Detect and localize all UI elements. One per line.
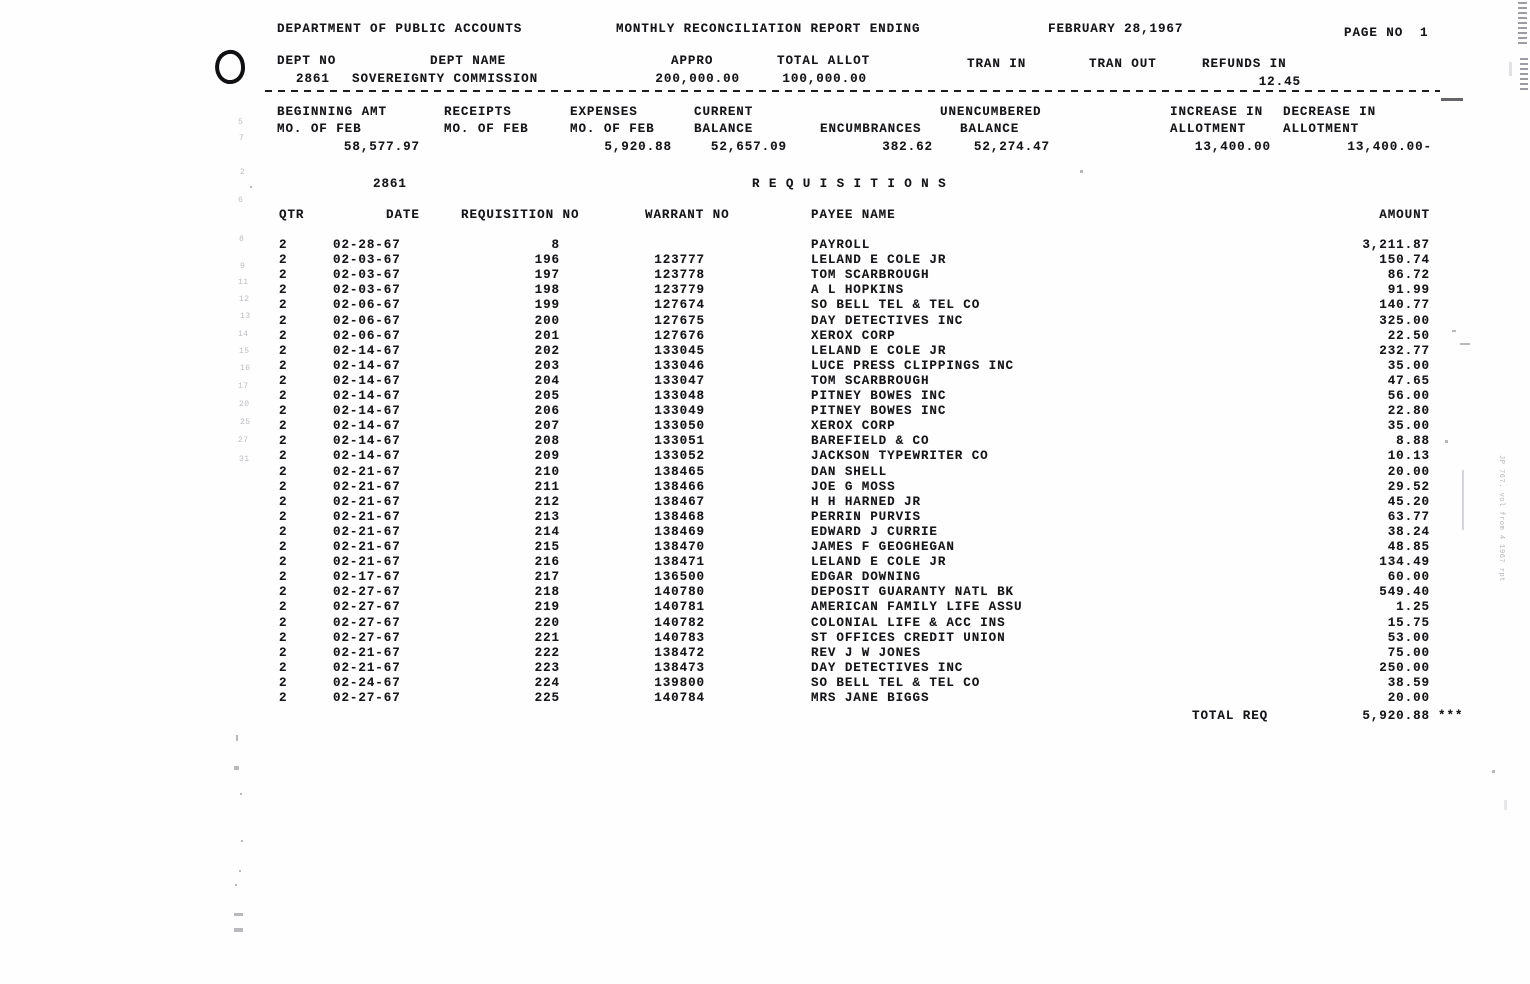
page-speck-6 xyxy=(236,735,238,741)
cell-warrant-no: 136500 xyxy=(654,570,705,585)
dept-no-value: 2861 xyxy=(296,72,330,86)
cell-qtr: 2 xyxy=(279,283,288,298)
cell-date: 02-21-67 xyxy=(333,464,401,479)
cell-warrant-no: 127674 xyxy=(654,298,705,313)
cell-qtr: 2 xyxy=(279,389,288,403)
cell-payee-name: A L HOPKINS xyxy=(811,283,905,298)
cell-date: 02-27-67 xyxy=(333,691,401,705)
cell-qtr: 2 xyxy=(279,675,288,690)
cell-qtr: 2 xyxy=(279,358,288,373)
cell-date: 02-21-67 xyxy=(333,524,401,539)
cell-requisition-no: 206 xyxy=(534,404,560,419)
cell-payee-name: DAN SHELL xyxy=(811,464,888,479)
cell-qtr: 2 xyxy=(279,313,288,328)
cell-amount: 20.00 xyxy=(1387,464,1430,479)
cell-amount: 150.74 xyxy=(1379,253,1430,268)
expenses-label: EXPENSES xyxy=(570,105,638,119)
cell-warrant-no: 139800 xyxy=(654,675,705,690)
unencumbered-label: UNENCUMBERED xyxy=(940,105,1042,119)
cell-warrant-no: 123777 xyxy=(654,253,705,268)
page-no-value: 1 xyxy=(1420,26,1429,40)
cell-qtr: 2 xyxy=(279,434,288,449)
cell-date: 02-14-67 xyxy=(333,404,401,419)
receipts-label: RECEIPTS xyxy=(444,105,512,119)
cell-payee-name: JACKSON TYPEWRITER CO xyxy=(811,449,989,464)
page-speck-12 xyxy=(234,913,243,916)
cell-requisition-no: 212 xyxy=(534,494,560,509)
cell-qtr: 2 xyxy=(279,630,288,645)
cell-date: 02-14-67 xyxy=(333,419,401,434)
decrease-allotment-value: 13,400.00- xyxy=(1347,140,1432,154)
cell-payee-name: DAY DETECTIVES INC xyxy=(811,660,964,675)
cell-warrant-no: 140782 xyxy=(654,615,705,630)
cell-payee-name: EDGAR DOWNING xyxy=(811,570,921,585)
margin-line-number: 25 xyxy=(240,418,251,427)
cell-requisition-no: 222 xyxy=(534,645,560,660)
cell-qtr: 2 xyxy=(279,524,288,539)
cell-warrant-no: 138466 xyxy=(654,479,705,494)
cell-payee-name: LUCE PRESS CLIPPINGS INC xyxy=(811,358,1014,373)
cell-requisition-no: 204 xyxy=(534,373,560,388)
margin-line-number: 20 xyxy=(239,400,250,409)
appro-label: APPRO xyxy=(671,54,714,68)
cell-qtr: 2 xyxy=(279,328,288,343)
cell-warrant-no: 138467 xyxy=(654,494,705,509)
page-speck-15 xyxy=(250,186,252,188)
left-of-edge-dash xyxy=(1441,98,1463,101)
cell-payee-name: JOE G MOSS xyxy=(811,479,896,494)
cell-qtr: 2 xyxy=(279,373,288,388)
total-allot-label: TOTAL ALLOT xyxy=(777,54,871,68)
cell-date: 02-14-67 xyxy=(333,373,401,388)
total-allot-value: 100,000.00 xyxy=(782,72,867,86)
cell-requisition-no: 218 xyxy=(534,585,560,600)
cell-date: 02-03-67 xyxy=(333,268,401,283)
cell-payee-name: EDWARD J CURRIE xyxy=(811,524,938,539)
margin-line-number: 6 xyxy=(238,196,244,205)
cell-warrant-no: 133049 xyxy=(654,404,705,419)
total-req-amount: 5,920.88 xyxy=(1362,709,1430,723)
cell-warrant-no: 123778 xyxy=(654,268,705,283)
cell-qtr: 2 xyxy=(279,464,288,479)
cell-amount: 35.00 xyxy=(1387,419,1430,434)
cell-payee-name: AMERICAN FAMILY LIFE ASSU xyxy=(811,600,1023,615)
cell-amount: 15.75 xyxy=(1387,615,1430,630)
cell-date: 02-14-67 xyxy=(333,449,401,464)
cell-warrant-no: 138471 xyxy=(654,555,705,570)
cell-requisition-no: 208 xyxy=(534,434,560,449)
margin-line-number: 9 xyxy=(240,262,246,271)
cell-amount: 45.20 xyxy=(1387,494,1430,509)
column-header-amount: AMOUNT xyxy=(1379,208,1430,222)
cell-amount: 48.85 xyxy=(1387,540,1430,554)
margin-line-number: 15 xyxy=(239,347,250,356)
increase-allotment-value: 13,400.00 xyxy=(1194,140,1271,154)
cell-amount: 22.50 xyxy=(1387,328,1430,343)
cell-amount: 60.00 xyxy=(1387,570,1430,585)
cell-amount: 140.77 xyxy=(1379,298,1430,313)
cell-qtr: 2 xyxy=(279,585,288,600)
right-edge-speck-a xyxy=(1509,62,1512,76)
cell-payee-name: ST OFFICES CREDIT UNION xyxy=(811,630,1006,645)
encumbrances-value: 382.62 xyxy=(882,140,933,154)
cell-warrant-no: 138469 xyxy=(654,524,705,539)
cell-payee-name: SO BELL TEL & TEL CO xyxy=(811,675,981,690)
cell-amount: 29.52 xyxy=(1387,479,1430,494)
margin-line-number: 27 xyxy=(238,436,249,445)
cell-requisition-no: 200 xyxy=(534,313,560,328)
cell-date: 02-06-67 xyxy=(333,298,401,313)
current-balance-label: CURRENT xyxy=(694,105,754,119)
column-header-qtr: QTR xyxy=(279,208,305,222)
cell-payee-name: BAREFIELD & CO xyxy=(811,434,930,449)
margin-line-number: 16 xyxy=(240,364,251,373)
beginning-amt-label: BEGINNING AMT xyxy=(277,105,387,119)
cell-amount: 63.77 xyxy=(1387,509,1430,524)
cell-date: 02-27-67 xyxy=(333,600,401,615)
cell-payee-name: H H HARNED JR xyxy=(811,494,921,509)
receipts-label-2: MO. OF FEB xyxy=(444,122,529,136)
tran-in-label: TRAN IN xyxy=(967,57,1027,71)
cell-requisition-no: 216 xyxy=(534,555,560,570)
cell-amount: 38.24 xyxy=(1387,524,1430,539)
cell-qtr: 2 xyxy=(279,555,288,570)
cell-warrant-no: 133050 xyxy=(654,419,705,434)
cell-warrant-no: 133051 xyxy=(654,434,705,449)
period-ending: FEBRUARY 28,1967 xyxy=(1048,22,1184,36)
cell-qtr: 2 xyxy=(279,615,288,630)
expenses-label-2: MO. OF FEB xyxy=(570,122,655,136)
cell-requisition-no: 221 xyxy=(534,630,560,645)
cell-qtr: 2 xyxy=(279,404,288,419)
cell-date: 02-14-67 xyxy=(333,434,401,449)
cell-amount: 47.65 xyxy=(1387,373,1430,388)
right-edge-speck-b xyxy=(1504,800,1507,810)
margin-line-number: 12 xyxy=(239,295,250,304)
cell-amount: 75.00 xyxy=(1387,645,1430,660)
increase-allotment-label: INCREASE IN xyxy=(1170,105,1264,119)
cell-date: 02-14-67 xyxy=(333,389,401,403)
cell-payee-name: XEROX CORP xyxy=(811,328,896,343)
cell-warrant-no: 138472 xyxy=(654,645,705,660)
cell-qtr: 2 xyxy=(279,298,288,313)
cell-payee-name: PERRIN PURVIS xyxy=(811,509,921,524)
cell-requisition-no: 213 xyxy=(534,509,560,524)
cell-qtr: 2 xyxy=(279,419,288,434)
margin-line-number: 13 xyxy=(240,312,251,321)
cell-requisition-no: 197 xyxy=(534,268,560,283)
cell-date: 02-21-67 xyxy=(333,479,401,494)
cell-payee-name: PITNEY BOWES INC xyxy=(811,389,947,403)
page-speck-11 xyxy=(235,884,237,886)
cell-qtr: 2 xyxy=(279,600,288,615)
expenses-value: 5,920.88 xyxy=(604,140,672,154)
margin-line-number: 11 xyxy=(238,278,249,287)
cell-warrant-no: 123779 xyxy=(654,283,705,298)
cell-payee-name: REV J W JONES xyxy=(811,645,921,660)
cell-warrant-no: 133048 xyxy=(654,389,705,403)
cell-payee-name: JAMES F GEOGHEGAN xyxy=(811,540,955,554)
cell-qtr: 2 xyxy=(279,253,288,268)
cell-amount: 38.59 xyxy=(1387,675,1430,690)
header-divider xyxy=(265,90,1440,92)
column-header-payee-name: PAYEE NAME xyxy=(811,208,896,222)
total-req-marker: *** xyxy=(1438,709,1464,723)
page-speck-14 xyxy=(1492,770,1495,773)
cell-amount: 549.40 xyxy=(1379,585,1430,600)
cell-warrant-no: 140780 xyxy=(654,585,705,600)
cell-payee-name: DEPOSIT GUARANTY NATL BK xyxy=(811,585,1014,600)
cell-qtr: 2 xyxy=(279,343,288,358)
page-speck-1 xyxy=(1080,170,1083,173)
cell-warrant-no: 133052 xyxy=(654,449,705,464)
cell-amount: 53.00 xyxy=(1387,630,1430,645)
page-speck-7 xyxy=(234,766,239,770)
cell-date: 02-03-67 xyxy=(333,283,401,298)
cell-qtr: 2 xyxy=(279,645,288,660)
margin-line-number: 8 xyxy=(239,235,245,244)
cell-requisition-no: 214 xyxy=(534,524,560,539)
page-speck-4 xyxy=(1445,440,1448,443)
tran-out-label: TRAN OUT xyxy=(1089,57,1157,71)
cell-qtr: 2 xyxy=(279,691,288,705)
cell-amount: 1.25 xyxy=(1396,600,1430,615)
encumbrances-label: ENCUMBRANCES xyxy=(820,122,922,136)
cell-date: 02-17-67 xyxy=(333,570,401,585)
unencumbered-label-2: BALANCE xyxy=(960,122,1020,136)
column-header-requisition-no: REQUISITION NO xyxy=(461,208,580,222)
column-header-date: DATE xyxy=(386,208,420,222)
cell-payee-name: LELAND E COLE JR xyxy=(811,343,947,358)
margin-line-number: 7 xyxy=(239,134,245,143)
cell-warrant-no: 127676 xyxy=(654,328,705,343)
cell-amount: 86.72 xyxy=(1387,268,1430,283)
cell-date: 02-27-67 xyxy=(333,630,401,645)
requisitions-dept-no: 2861 xyxy=(373,177,407,191)
cell-warrant-no: 140781 xyxy=(654,600,705,615)
refunds-in-label: REFUNDS IN xyxy=(1202,57,1287,71)
page-speck-13 xyxy=(234,928,243,932)
page-speck-8 xyxy=(240,793,242,795)
cell-qtr: 2 xyxy=(279,660,288,675)
cell-requisition-no: 201 xyxy=(534,328,560,343)
cell-date: 02-27-67 xyxy=(333,585,401,600)
page-speck-3 xyxy=(1460,343,1470,345)
cell-requisition-no: 220 xyxy=(534,615,560,630)
right-edge-artifact-mid xyxy=(1520,58,1528,90)
dept-name-label: DEPT NAME xyxy=(430,54,507,68)
cell-requisition-no: 211 xyxy=(534,479,560,494)
cell-date: 02-14-67 xyxy=(333,358,401,373)
cell-requisition-no: 203 xyxy=(534,358,560,373)
cell-amount: 22.80 xyxy=(1387,404,1430,419)
cell-qtr: 2 xyxy=(279,479,288,494)
cell-payee-name: LELAND E COLE JR xyxy=(811,555,947,570)
cell-amount: 56.00 xyxy=(1387,389,1430,403)
cell-amount: 20.00 xyxy=(1387,691,1430,705)
cell-date: 02-24-67 xyxy=(333,675,401,690)
cell-warrant-no: 138470 xyxy=(654,540,705,554)
beginning-amt-value: 58,577.97 xyxy=(343,140,420,154)
page-speck-2 xyxy=(1452,330,1456,332)
column-header-warrant-no: WARRANT NO xyxy=(645,208,730,222)
margin-line-number: 31 xyxy=(239,455,250,464)
current-balance-value: 52,657.09 xyxy=(710,140,787,154)
total-req-label: TOTAL REQ xyxy=(1192,709,1269,723)
report-title: MONTHLY RECONCILIATION REPORT ENDING xyxy=(616,22,921,36)
page-speck-10 xyxy=(239,870,241,872)
cell-date: 02-28-67 xyxy=(333,238,401,252)
cell-amount: 35.00 xyxy=(1387,358,1430,373)
cell-date: 02-06-67 xyxy=(333,313,401,328)
cell-payee-name: TOM SCARBROUGH xyxy=(811,373,930,388)
unencumbered-value: 52,274.47 xyxy=(973,140,1050,154)
cell-date: 02-21-67 xyxy=(333,494,401,509)
cell-requisition-no: 215 xyxy=(534,540,560,554)
cell-warrant-no: 133046 xyxy=(654,358,705,373)
cell-payee-name: PAYROLL xyxy=(811,238,871,252)
cell-warrant-no: 140784 xyxy=(654,691,705,705)
cell-date: 02-21-67 xyxy=(333,660,401,675)
cell-payee-name: COLONIAL LIFE & ACC INS xyxy=(811,615,1006,630)
cell-requisition-no: 199 xyxy=(534,298,560,313)
cell-date: 02-21-67 xyxy=(333,540,401,554)
beginning-amt-label-2: MO. OF FEB xyxy=(277,122,362,136)
cell-qtr: 2 xyxy=(279,540,288,554)
cell-amount: 3,211.87 xyxy=(1362,238,1430,252)
side-margin-note: JP 767. vol from 4 1967 rpt xyxy=(1497,455,1505,582)
cell-amount: 8.88 xyxy=(1396,434,1430,449)
cell-payee-name: DAY DETECTIVES INC xyxy=(811,313,964,328)
margin-line-number: 17 xyxy=(238,382,249,391)
cell-warrant-no: 133045 xyxy=(654,343,705,358)
cell-warrant-no: 133047 xyxy=(654,373,705,388)
page-speck-5 xyxy=(1462,470,1464,530)
cell-requisition-no: 205 xyxy=(534,389,560,403)
cell-qtr: 2 xyxy=(279,494,288,509)
cell-requisition-no: 217 xyxy=(534,570,560,585)
cell-date: 02-21-67 xyxy=(333,555,401,570)
hole-punch-mark xyxy=(213,48,247,86)
cell-warrant-no: 138465 xyxy=(654,464,705,479)
cell-payee-name: LELAND E COLE JR xyxy=(811,253,947,268)
increase-allotment-label-2: ALLOTMENT xyxy=(1170,122,1247,136)
cell-date: 02-21-67 xyxy=(333,645,401,660)
margin-line-number: 2 xyxy=(240,168,246,177)
cell-warrant-no: 127675 xyxy=(654,313,705,328)
page-speck-9 xyxy=(241,840,243,842)
cell-qtr: 2 xyxy=(279,238,288,252)
cell-date: 02-06-67 xyxy=(333,328,401,343)
cell-requisition-no: 223 xyxy=(534,660,560,675)
decrease-allotment-label-2: ALLOTMENT xyxy=(1283,122,1360,136)
cell-requisition-no: 202 xyxy=(534,343,560,358)
cell-amount: 91.99 xyxy=(1387,283,1430,298)
cell-date: 02-21-67 xyxy=(333,509,401,524)
cell-warrant-no: 140783 xyxy=(654,630,705,645)
cell-amount: 232.77 xyxy=(1379,343,1430,358)
cell-requisition-no: 207 xyxy=(534,419,560,434)
cell-payee-name: TOM SCARBROUGH xyxy=(811,268,930,283)
margin-line-number: 5 xyxy=(238,118,244,127)
appro-value: 200,000.00 xyxy=(655,72,740,86)
cell-date: 02-27-67 xyxy=(333,615,401,630)
requisitions-section-title: R E Q U I S I T I O N S xyxy=(752,177,947,191)
cell-requisition-no: 210 xyxy=(534,464,560,479)
cell-qtr: 2 xyxy=(279,268,288,283)
cell-date: 02-14-67 xyxy=(333,343,401,358)
margin-line-number: 14 xyxy=(238,330,249,339)
dept-no-label: DEPT NO xyxy=(277,54,337,68)
cell-requisition-no: 198 xyxy=(534,283,560,298)
cell-warrant-no: 138473 xyxy=(654,660,705,675)
cell-amount: 250.00 xyxy=(1379,660,1430,675)
cell-qtr: 2 xyxy=(279,509,288,524)
decrease-allotment-label: DECREASE IN xyxy=(1283,105,1377,119)
cell-requisition-no: 224 xyxy=(534,675,560,690)
current-balance-label-2: BALANCE xyxy=(694,122,754,136)
dept-name-value: SOVEREIGNTY COMMISSION xyxy=(352,72,539,86)
cell-requisition-no: 209 xyxy=(534,449,560,464)
cell-amount: 134.49 xyxy=(1379,555,1430,570)
cell-requisition-no: 196 xyxy=(534,253,560,268)
department-title: DEPARTMENT OF PUBLIC ACCOUNTS xyxy=(277,22,523,36)
cell-payee-name: PITNEY BOWES INC xyxy=(811,404,947,419)
cell-requisition-no: 225 xyxy=(534,691,560,705)
right-edge-artifact-top xyxy=(1518,2,1527,44)
cell-warrant-no: 138468 xyxy=(654,509,705,524)
page-no-label: PAGE NO xyxy=(1344,26,1404,40)
cell-qtr: 2 xyxy=(279,570,288,585)
cell-requisition-no: 219 xyxy=(534,600,560,615)
cell-payee-name: SO BELL TEL & TEL CO xyxy=(811,298,981,313)
cell-amount: 325.00 xyxy=(1379,313,1430,328)
cell-date: 02-03-67 xyxy=(333,253,401,268)
cell-payee-name: XEROX CORP xyxy=(811,419,896,434)
cell-qtr: 2 xyxy=(279,449,288,464)
cell-amount: 10.13 xyxy=(1387,449,1430,464)
cell-payee-name: MRS JANE BIGGS xyxy=(811,691,930,705)
refunds-in-value: 12.45 xyxy=(1258,75,1301,89)
cell-requisition-no: 8 xyxy=(551,238,560,252)
